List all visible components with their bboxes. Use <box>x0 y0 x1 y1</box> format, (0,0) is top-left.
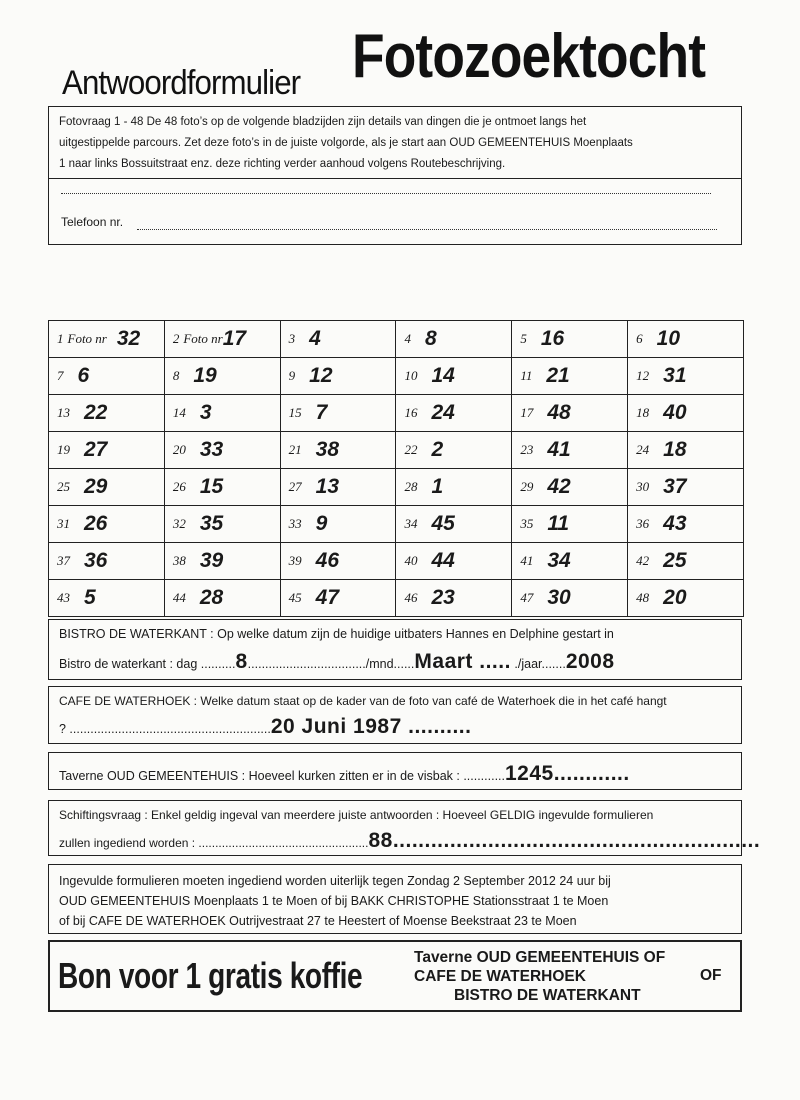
answer-label: ? .......................................................... <box>59 722 271 736</box>
grid-cell[interactable] <box>512 543 628 580</box>
grid-row <box>49 580 744 617</box>
grid-cell[interactable] <box>280 580 396 617</box>
photo-answer-value[interactable]: 17 <box>222 327 247 350</box>
grid-cell[interactable] <box>628 506 744 543</box>
photo-answer-value[interactable]: 18 <box>663 438 687 461</box>
grid-row <box>49 432 744 469</box>
photo-answer-value[interactable]: 37 <box>663 475 687 498</box>
photo-answer-value[interactable]: 39 <box>199 549 224 572</box>
name-field-line[interactable] <box>61 193 711 194</box>
intro-line: uitgestippelde parcours. Zet deze foto’s in de juiste volgorde, als je start aan OUD GEMEENTEHUIS Moenplaats <box>59 137 633 149</box>
photo-answer-value[interactable]: 30 <box>547 586 571 609</box>
photo-question-number: 3 <box>288 331 296 346</box>
answer-month[interactable]: Maart ..... <box>414 650 511 673</box>
grid-cell[interactable] <box>164 543 280 580</box>
photo-question-number: 32 <box>172 516 186 531</box>
grid-cell[interactable] <box>49 358 165 395</box>
photo-answer-value[interactable]: 34 <box>547 549 571 572</box>
grid-row <box>49 358 744 395</box>
grid-cell[interactable] <box>280 395 396 432</box>
grid-cell[interactable] <box>512 358 628 395</box>
photo-answer-value[interactable]: 9 <box>315 512 328 535</box>
grid-cell[interactable] <box>49 321 165 358</box>
photo-question-number: 11 <box>520 368 533 383</box>
grid-cell[interactable] <box>628 580 744 617</box>
grid-cell[interactable] <box>49 469 165 506</box>
photo-answer-value[interactable]: 31 <box>663 364 687 387</box>
grid-cell[interactable] <box>396 321 512 358</box>
photo-answer-value[interactable]: 10 <box>656 327 680 350</box>
grid-cell[interactable] <box>49 432 165 469</box>
photo-question-number: 16 <box>404 405 418 420</box>
photo-question-number: 29 <box>520 479 534 494</box>
grid-cell[interactable] <box>628 395 744 432</box>
question-cafe <box>48 686 742 744</box>
photo-answer-value[interactable]: 25 <box>663 549 687 572</box>
grid-row <box>49 543 744 580</box>
phone-field-line[interactable] <box>137 229 717 230</box>
photo-question-number: 37 <box>57 553 70 568</box>
photo-answer-value[interactable]: 8 <box>424 327 437 350</box>
voucher-or: OF <box>700 967 722 984</box>
grid-cell[interactable] <box>628 358 744 395</box>
photo-answer-value[interactable]: 38 <box>315 438 340 461</box>
grid-cell[interactable] <box>164 506 280 543</box>
question-taverne <box>48 752 742 790</box>
photo-question-number: 1 <box>57 331 64 346</box>
answer-label-year: ./jaar....... <box>510 657 566 671</box>
photo-answer-value[interactable]: 43 <box>663 512 687 535</box>
grid-row <box>49 395 744 432</box>
photo-question-number: 25 <box>57 479 70 494</box>
grid-cell[interactable] <box>396 432 512 469</box>
photo-question-number: 9 <box>288 368 296 383</box>
photo-answer-value[interactable]: 4 <box>309 327 321 350</box>
photo-answer-value[interactable]: 15 <box>199 475 224 498</box>
photo-answer-value[interactable]: 21 <box>546 364 570 387</box>
photo-question-number: 17 <box>520 405 534 420</box>
answer-day[interactable]: 8 <box>235 650 248 673</box>
photo-question-number: 22 <box>404 442 418 457</box>
photo-question-number: 24 <box>636 442 650 457</box>
voucher-venue: CAFE DE WATERHOEK <box>414 968 586 985</box>
grid-cell[interactable] <box>280 469 396 506</box>
grid-cell[interactable] <box>49 580 165 617</box>
grid-row <box>49 321 744 358</box>
voucher-venues <box>414 948 665 1005</box>
grid-cell[interactable] <box>280 358 396 395</box>
deadline-line: OUD GEMEENTEHUIS Moenplaats 1 te Moen of bij BAKK CHRISTOPHE Stationsstraat 1 te Moen <box>59 894 609 908</box>
grid-cell[interactable] <box>280 543 396 580</box>
photo-question-number: 20 <box>172 442 186 457</box>
question-text: Schiftingsvraag : Enkel geldig ingeval van meerdere juiste antwoorden : Hoeveel GELDIG ingevulde formulieren <box>59 808 654 822</box>
photo-question-number: 36 <box>636 516 650 531</box>
photo-question-number: 43 <box>57 590 70 605</box>
coffee-voucher <box>48 940 742 1012</box>
photo-answer-value[interactable]: 2 <box>431 438 444 461</box>
grid-row <box>49 506 744 543</box>
photo-number-label: Foto nr <box>67 331 107 346</box>
intro-box <box>48 106 742 245</box>
deadline-box <box>48 864 742 934</box>
photo-question-number: 34 <box>404 516 418 531</box>
grid-cell[interactable] <box>49 543 165 580</box>
grid-cell[interactable] <box>164 395 280 432</box>
grid-cell[interactable] <box>164 469 280 506</box>
answer-corks[interactable]: 1245............ <box>505 762 630 785</box>
photo-question-number: 28 <box>404 479 418 494</box>
photo-question-number: 40 <box>404 553 418 568</box>
photo-question-number: 21 <box>288 442 302 457</box>
grid-cell[interactable] <box>396 506 512 543</box>
photo-question-number: 44 <box>172 590 186 605</box>
photo-answer-value[interactable]: 23 <box>431 586 455 609</box>
photo-answer-value[interactable]: 6 <box>77 364 90 387</box>
photo-answer-value[interactable]: 14 <box>431 364 455 387</box>
photo-question-number: 13 <box>57 405 70 420</box>
grid-cell[interactable] <box>512 506 628 543</box>
photo-question-number: 48 <box>636 590 650 605</box>
photo-question-number: 8 <box>172 368 180 383</box>
photo-number-label: Foto nr <box>183 331 223 346</box>
photo-answer-value[interactable]: 20 <box>663 586 687 609</box>
photo-answer-value[interactable]: 1 <box>431 475 444 498</box>
photo-question-number: 31 <box>57 516 70 531</box>
photo-question-number: 30 <box>636 479 650 494</box>
photo-answer-value[interactable]: 28 <box>199 586 224 609</box>
grid-cell[interactable] <box>512 432 628 469</box>
photo-answer-value[interactable]: 33 <box>199 438 224 461</box>
grid-cell[interactable] <box>396 543 512 580</box>
grid-cell[interactable] <box>280 321 396 358</box>
grid-cell[interactable] <box>164 432 280 469</box>
photo-question-number: 2 <box>172 331 180 346</box>
photo-answer-value[interactable]: 24 <box>431 401 455 424</box>
photo-answer-value[interactable]: 12 <box>309 364 333 387</box>
photo-answer-value[interactable]: 13 <box>315 475 340 498</box>
photo-question-number: 38 <box>172 553 186 568</box>
photo-answer-value[interactable]: 26 <box>84 512 108 535</box>
photo-question-number: 39 <box>288 553 302 568</box>
grid-cell[interactable] <box>512 580 628 617</box>
intro-line: Fotovraag 1 - 48 De 48 foto’s op de volgende bladzijden zijn details van dingen die je ontmoet langs het <box>59 116 587 128</box>
question-tiebreaker <box>48 800 761 856</box>
photo-question-number: 23 <box>520 442 534 457</box>
grid-cell[interactable] <box>628 432 744 469</box>
photo-answer-value[interactable]: 46 <box>315 549 340 572</box>
photo-answer-value[interactable]: 47 <box>315 586 340 609</box>
grid-cell[interactable] <box>280 432 396 469</box>
photo-question-number: 18 <box>636 405 650 420</box>
photo-question-number: 47 <box>520 590 534 605</box>
photo-answer-value[interactable]: 41 <box>547 438 571 461</box>
grid-cell[interactable] <box>396 580 512 617</box>
photo-answer-value[interactable]: 32 <box>116 327 141 350</box>
intro-text <box>49 107 741 179</box>
photo-answer-value[interactable]: 16 <box>540 327 565 350</box>
photo-answer-value[interactable]: 40 <box>663 401 687 424</box>
answer-label: zullen ingediend worden : ................................................... <box>59 836 369 850</box>
grid-cell[interactable] <box>396 358 512 395</box>
photo-answer-value[interactable]: 5 <box>84 586 96 609</box>
voucher-venue: BISTRO DE WATERKANT <box>454 987 641 1004</box>
grid-cell[interactable] <box>512 321 628 358</box>
photo-question-number: 41 <box>520 553 534 568</box>
photo-question-number: 27 <box>288 479 302 494</box>
grid-cell[interactable] <box>628 469 744 506</box>
grid-cell[interactable] <box>396 469 512 506</box>
voucher-venue: Taverne OUD GEMEENTEHUIS OF <box>414 949 666 966</box>
deadline-line: Ingevulde formulieren moeten ingediend worden uiterlijk tegen Zondag 2 September 2012 24 uur bij <box>59 874 611 888</box>
question-text: Taverne OUD GEMEENTEHUIS : Hoeveel kurken zitten er in de visbak : ............ <box>59 769 505 783</box>
grid-cell[interactable] <box>628 543 744 580</box>
answer-date[interactable]: 20 Juni 1987 .......... <box>270 715 472 738</box>
voucher-text: Bon voor 1 gratis koffie <box>58 955 363 996</box>
photo-question-number: 35 <box>520 516 534 531</box>
photo-question-number: 7 <box>57 368 64 383</box>
question-bistro <box>48 619 742 680</box>
grid-cell[interactable] <box>512 395 628 432</box>
photo-answer-value[interactable]: 27 <box>84 438 108 461</box>
deadline-line: of bij CAFE DE WATERHOEK Outrijvestraat 27 te Heestert of Moense Beekstraat 23 te Moen <box>59 914 577 928</box>
photo-answer-value[interactable]: 11 <box>547 512 570 535</box>
photo-answer-value[interactable]: 19 <box>193 364 217 387</box>
photo-question-number: 4 <box>404 331 411 346</box>
photo-answer-value[interactable]: 48 <box>547 401 571 424</box>
question-text: BISTRO DE WATERKANT : Op welke datum zijn de huidige uitbaters Hannes en Delphine gestart in <box>59 627 614 641</box>
photo-question-number: 33 <box>288 516 302 531</box>
form-title: Fotozoektocht <box>352 22 706 91</box>
form-subtitle: Antwoordformulier <box>62 64 301 102</box>
photo-question-number: 12 <box>636 368 650 383</box>
answer-label-day: Bistro de waterkant : dag .......... <box>59 657 236 671</box>
photo-question-number: 15 <box>288 405 302 420</box>
photo-question-number: 10 <box>404 368 418 383</box>
photo-answer-value[interactable]: 45 <box>431 512 455 535</box>
photo-question-number: 46 <box>404 590 418 605</box>
photo-answer-value[interactable]: 3 <box>199 401 212 424</box>
grid-row <box>49 469 744 506</box>
answer-year[interactable]: 2008 <box>565 650 615 673</box>
photo-answer-value[interactable]: 44 <box>431 549 455 572</box>
grid-cell[interactable] <box>164 358 280 395</box>
photo-question-number: 42 <box>636 553 650 568</box>
photo-answer-grid <box>48 320 744 617</box>
grid-cell[interactable] <box>164 580 280 617</box>
photo-question-number: 14 <box>172 405 186 420</box>
photo-question-number: 5 <box>520 331 527 346</box>
grid-cell[interactable] <box>49 395 165 432</box>
grid-cell[interactable] <box>396 395 512 432</box>
answer-label-month: ................................../mnd...... <box>247 657 415 671</box>
photo-answer-value[interactable]: 7 <box>315 401 328 424</box>
phone-label: Telefoon nr. <box>61 215 124 229</box>
grid-cell[interactable] <box>512 469 628 506</box>
photo-question-number: 26 <box>172 479 186 494</box>
photo-question-number: 6 <box>636 331 643 346</box>
intro-line: 1 naar links Bossuitstraat enz. deze richting verder aanhoud volgens Routebeschrijving. <box>59 158 506 170</box>
photo-answer-value[interactable]: 35 <box>199 512 224 535</box>
photo-question-number: 45 <box>288 590 302 605</box>
question-text: CAFE DE WATERHOEK : Welke datum staat op de kader van de foto van café de Waterhoek die in het café hangt <box>59 694 667 708</box>
photo-question-number: 19 <box>57 442 70 457</box>
grid-cell[interactable] <box>164 321 280 358</box>
grid-cell[interactable] <box>49 506 165 543</box>
grid-cell[interactable] <box>628 321 744 358</box>
answer-count[interactable]: 88.......................................................... <box>368 829 761 852</box>
photo-answer-value[interactable]: 22 <box>84 401 108 424</box>
photo-answer-value[interactable]: 42 <box>547 475 571 498</box>
photo-answer-value[interactable]: 36 <box>84 549 108 572</box>
grid-cell[interactable] <box>280 506 396 543</box>
photo-answer-value[interactable]: 29 <box>84 475 108 498</box>
